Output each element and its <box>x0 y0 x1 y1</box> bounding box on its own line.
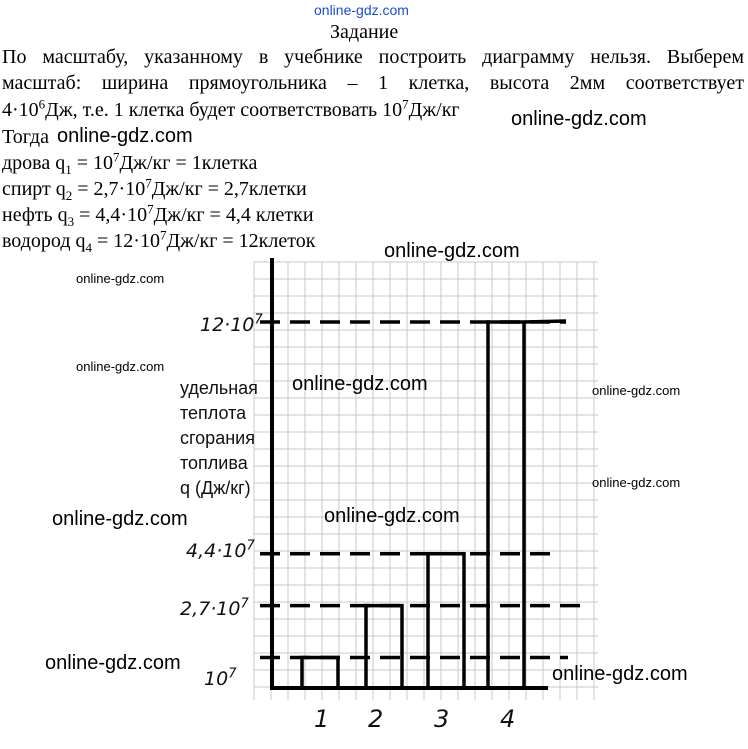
tick-label: $2,7\cdot 10^7$ <box>180 596 249 620</box>
row-hydrogen: водород $q_4 = 12\cdot 10^7Дж/кг$ = 12клеток <box>2 227 316 255</box>
watermark: online-gdz.com <box>57 125 193 147</box>
row-oil: нефть $q_3 = 4,4\cdot 10^7Дж/кг = 4,4$ клетки <box>2 201 314 229</box>
paragraph-line-3: $4\cdot 10^6Дж$, т.е. 1 клетка будет соответствовать $10^7Дж/кг$ <box>2 96 460 121</box>
paragraph-line-1: По масштабу, указанному в учебнике построить диаграмму нельзя. Выберем <box>2 46 744 68</box>
x-tick-label: 4 <box>500 705 516 733</box>
y-axis-label-line: удельная <box>180 378 258 398</box>
x-tick-label: 3 <box>434 705 450 733</box>
tick-label: $4,4\cdot 10^7$ <box>186 538 255 562</box>
x-tick-label: 1 <box>314 705 330 733</box>
task-heading: Задание <box>330 21 399 43</box>
y-axis-label-line: q (Дж/кг) <box>180 478 251 498</box>
watermark: online-gdz.com <box>592 383 681 398</box>
watermark: online-gdz.com <box>52 508 188 530</box>
watermark: online-gdz.com <box>292 373 428 395</box>
bar <box>366 606 402 688</box>
tick-label: $10^7$ <box>204 666 237 690</box>
value-guide-line <box>524 321 566 322</box>
bar <box>302 658 338 689</box>
x-tick-label: 2 <box>368 705 384 733</box>
watermark: online-gdz.com <box>76 271 165 286</box>
bar <box>428 554 464 688</box>
watermark: online-gdz.com <box>45 652 181 674</box>
watermark: online-gdz.com <box>592 475 681 490</box>
watermark: online-gdz.com <box>552 663 688 685</box>
y-axis-label-line: теплота <box>180 403 247 423</box>
row-alcohol: спирт $q_2 = 2,7\cdot 10^7Дж/кг$ = 2,7клетки <box>2 175 307 203</box>
watermark: online-gdz.com <box>511 108 647 130</box>
bar <box>488 322 524 688</box>
watermark: online-gdz.com <box>76 359 165 374</box>
y-axis-label-line: сгорания <box>180 428 255 448</box>
watermark: online-gdz.com <box>384 240 520 262</box>
watermark-top: online-gdz.com <box>314 2 409 18</box>
y-axis-label-line: топлива <box>180 453 248 473</box>
paragraph-line-2: масштаб: ширина прямоугольника – 1 клетка, высота 2мм соответствует <box>2 72 744 94</box>
tick-label: $12\cdot 10^7$ <box>200 312 263 336</box>
y-axis-label <box>180 376 258 501</box>
watermark: online-gdz.com <box>324 505 460 527</box>
row-firewood: дрова $q_1 = 10^7Дж/кг$ = 1клетка <box>2 149 258 177</box>
then-word: Тогда <box>2 126 49 148</box>
